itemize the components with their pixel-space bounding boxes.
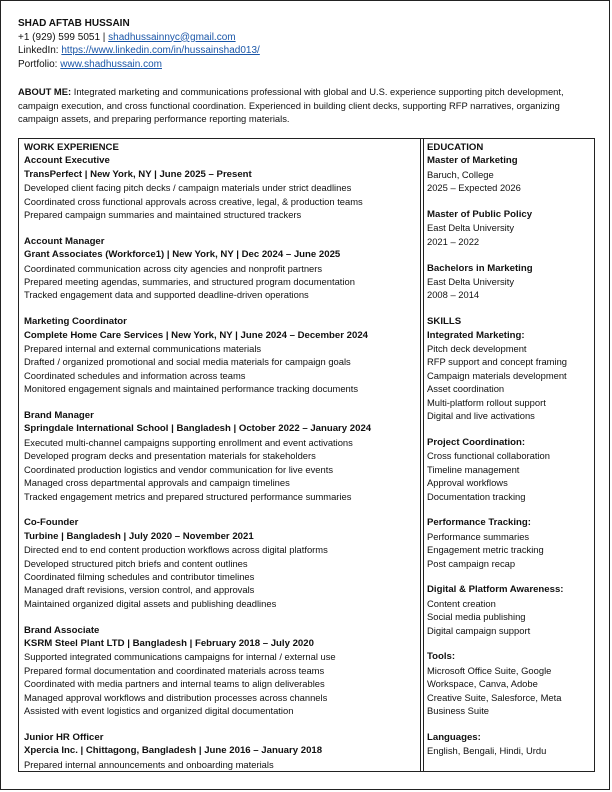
skill-item: Asset coordination — [427, 383, 505, 395]
degree-name: Master of Public Policy — [427, 209, 533, 221]
job-list — [24, 154, 420, 771]
degree-name: Bachelors in Marketing — [427, 262, 533, 274]
degree-years: 2025 – Expected 2026 — [427, 182, 521, 194]
skill-item: Campaign materials development — [427, 369, 567, 381]
job-bullet: Developed structured pitch briefs and content outlines — [24, 557, 248, 569]
skill-list — [427, 329, 596, 758]
job-company: Complete Home Care Services | New York, NY | June 2024 – December 2024 — [24, 329, 368, 341]
job-bullet: Directed end to end content production workflows across digital platforms — [24, 544, 328, 556]
skill-group-heading: Performance Tracking: — [427, 517, 531, 529]
job-title: Junior HR Officer — [24, 731, 104, 743]
skill-group-heading: Digital & Platform Awareness: — [427, 584, 564, 596]
skill-group-heading: Tools: — [427, 651, 456, 663]
job-title: Brand Manager — [24, 410, 94, 422]
job-bullet: Developed program decks and presentation materials for stakeholders — [24, 450, 316, 462]
degree-school: East Delta University — [427, 222, 515, 234]
skill-group — [427, 650, 596, 717]
skill-group-heading: Languages: — [427, 731, 481, 743]
phone-number: +1 (929) 599 5051 | — [18, 31, 106, 43]
degree-entry — [427, 208, 596, 248]
work-experience-title: WORK EXPERIENCE — [24, 142, 119, 153]
skill-item: Digital campaign support — [427, 624, 531, 636]
skill-item: Documentation tracking — [427, 490, 526, 502]
job-company: Xpercia Inc. | Chittagong, Bangladesh | June 2016 – January 2018 — [24, 745, 323, 757]
about-label: ABOUT ME: — [18, 86, 72, 97]
skill-item: Digital and live activations — [427, 410, 535, 422]
job-title: Account Executive — [24, 155, 110, 167]
skill-item: Cross functional collaboration — [427, 450, 550, 462]
job-bullet: Executed multi-channel campaigns supporting enrollment and event activations — [24, 436, 353, 448]
job-bullet: Tracked engagement data and supported deadline-driven operations — [24, 289, 309, 301]
skill-item: RFP support and concept framing — [427, 356, 568, 368]
portfolio-link[interactable]: www.shadhussain.com — [60, 58, 162, 70]
job-bullet: Managed draft revisions, version control, and approvals — [24, 584, 255, 596]
job-entry — [24, 516, 420, 610]
skill-group-heading: Integrated Marketing: — [427, 329, 525, 341]
skill-group — [427, 436, 596, 503]
portfolio-line — [18, 58, 260, 72]
skill-group-heading: Project Coordination: — [427, 436, 526, 448]
job-bullet: Prepared formal documentation and coordinated materials across teams — [24, 664, 325, 676]
work-experience-column — [19, 139, 421, 771]
skill-item: Approval workflows — [427, 477, 508, 489]
job-bullet: Coordinated with media partners and internal teams to align deliverables — [24, 678, 325, 690]
linkedin-link[interactable]: https://www.linkedin.com/in/hussainshad013/ — [61, 45, 260, 56]
skill-item: Timeline management — [427, 463, 520, 475]
skill-item: Performance summaries — [427, 530, 530, 542]
degree-school: Baruch, College — [427, 168, 494, 180]
job-company: Grant Associates (Workforce1) | New York, NY | Dec 2024 – June 2025 — [24, 249, 341, 261]
job-company: KSRM Steel Plant LTD | Bangladesh | February 2018 – July 2020 — [24, 637, 314, 649]
job-bullet: Coordinated cross functional approvals across creative, legal, & production teams — [24, 195, 363, 207]
job-company: Turbine | Bangladesh | July 2020 – November 2021 — [24, 530, 254, 542]
job-title: Account Manager — [24, 235, 105, 247]
job-company: TransPerfect | New York, NY | June 2025 – Present — [24, 168, 252, 180]
job-entry — [24, 731, 420, 771]
skill-group — [427, 329, 596, 423]
skill-item: Social media publishing — [427, 611, 526, 623]
skill-item: Pitch deck development — [427, 343, 527, 355]
skill-group — [427, 583, 596, 637]
job-entry — [24, 409, 420, 503]
job-bullet: Drafted / organized promotional and social media materials for campaign goals — [24, 356, 351, 368]
job-entry — [24, 235, 420, 302]
job-bullet: Developed client facing pitch decks / campaign materials under strict deadlines — [24, 182, 352, 194]
skill-group — [427, 516, 596, 570]
job-entry — [24, 315, 420, 395]
job-bullet: Coordinated production logistics and vendor communication for live events — [24, 463, 334, 475]
phone-email-line — [18, 31, 260, 45]
job-bullet: Monitored engagement signals and maintained performance tracking documents — [24, 383, 359, 395]
degree-list — [427, 154, 596, 301]
skill-item: Workspace, Canva, Adobe — [427, 678, 538, 690]
degree-years: 2021 – 2022 — [427, 235, 480, 247]
job-title: Co-Founder — [24, 517, 79, 529]
side-column — [423, 139, 596, 771]
skill-item: Post campaign recap — [427, 557, 516, 569]
education-title: EDUCATION — [427, 142, 484, 153]
job-bullet: Coordinated communication across city agencies and nonprofit partners — [24, 262, 323, 274]
job-title: Brand Associate — [24, 624, 100, 636]
skill-item: Engagement metric tracking — [427, 544, 544, 556]
skill-item: English, Bengali, Hindi, Urdu — [427, 745, 547, 757]
degree-name: Master of Marketing — [427, 155, 518, 167]
job-bullet: Tracked engagement metrics and prepared structured performance summaries — [24, 490, 352, 502]
job-entry — [24, 624, 420, 718]
skill-item: Content creation — [427, 597, 496, 609]
skill-group — [427, 731, 596, 758]
skills-title: SKILLS — [427, 316, 462, 328]
skill-item: Creative Suite, Salesforce, Meta — [427, 691, 562, 703]
degree-school: East Delta University — [427, 276, 515, 288]
about-text: Integrated marketing and communications professional with global and U.S. experience supporting pitch development, campaign execution, and cross functional coordination. Experienced in building client decks, supporting RFP narratives, organizing campaign assets, and preparing performance reporting materials. — [18, 86, 564, 124]
email-link[interactable]: shadhussainnyc@gmail.com — [108, 31, 236, 43]
job-bullet: Coordinated schedules and information across teams — [24, 369, 246, 381]
about-me — [18, 85, 596, 126]
job-bullet: Prepared meeting agendas, summaries, and structured program documentation — [24, 276, 355, 288]
resume-table — [18, 138, 595, 772]
degree-entry — [427, 262, 596, 302]
job-bullet: Prepared internal announcements and onboarding materials — [24, 758, 274, 770]
job-entry — [24, 154, 420, 221]
job-bullet: Maintained organized digital assets and publishing deadlines — [24, 597, 277, 609]
job-bullet: Supported integrated communications campaigns for internal / external use — [24, 651, 336, 663]
skill-item: Multi-platform rollout support — [427, 396, 546, 408]
job-bullet: Prepared internal and external communications materials — [24, 343, 262, 355]
linkedin-line — [18, 44, 260, 58]
job-bullet: Coordinated filming schedules and contributor timelines — [24, 570, 255, 582]
skill-item: Microsoft Office Suite, Google — [427, 664, 552, 676]
portfolio-label: Portfolio: — [18, 58, 58, 70]
linkedin-label: LinkedIn: — [18, 45, 59, 56]
job-bullet: Managed cross departmental approvals and campaign timelines — [24, 477, 290, 489]
degree-entry — [427, 154, 596, 194]
skill-item: Business Suite — [427, 704, 490, 716]
job-bullet: Prepared campaign summaries and maintained structured trackers — [24, 209, 302, 221]
job-bullet: Assisted with event logistics and organized digital documentation — [24, 704, 294, 716]
job-bullet: Managed approval workflows and distribution processes across channels — [24, 691, 328, 703]
degree-years: 2008 – 2014 — [427, 289, 480, 301]
candidate-name: SHAD AFTAB HUSSAIN — [18, 18, 130, 29]
job-company: Springdale International School | Bangladesh | October 2022 – January 2024 — [24, 423, 372, 435]
job-title: Marketing Coordinator — [24, 316, 127, 328]
contact-header — [18, 17, 260, 71]
